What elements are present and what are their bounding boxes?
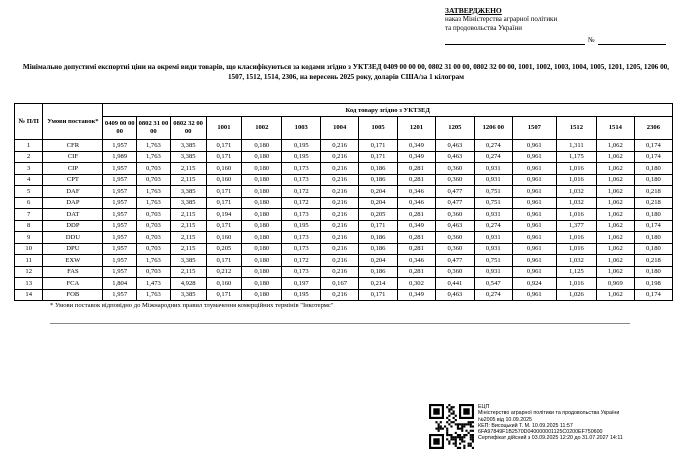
delivery-term: FCA bbox=[43, 278, 103, 290]
date-blank bbox=[445, 36, 585, 45]
price-cell: 0,180 bbox=[634, 174, 672, 186]
price-cell: 0,180 bbox=[242, 140, 282, 152]
price-cell: 3,385 bbox=[170, 197, 206, 209]
row-number: 4 bbox=[15, 174, 43, 186]
price-cell: 0,463 bbox=[435, 140, 474, 152]
delivery-term: CIF bbox=[43, 151, 103, 163]
price-cell: 0,180 bbox=[242, 278, 282, 290]
price-cell: 1,763 bbox=[137, 197, 171, 209]
price-cell: 0,274 bbox=[474, 140, 512, 152]
table-row bbox=[15, 186, 673, 198]
price-cell: 0,171 bbox=[206, 220, 242, 232]
price-cell: 0,171 bbox=[359, 140, 398, 152]
price-cell: 0,173 bbox=[282, 266, 321, 278]
price-cell: 0,218 bbox=[634, 186, 672, 198]
table-row bbox=[15, 289, 673, 301]
row-number: 14 bbox=[15, 289, 43, 301]
price-cell: 1,957 bbox=[103, 255, 137, 267]
row-number: 1 bbox=[15, 140, 43, 152]
price-cell: 0,281 bbox=[398, 266, 436, 278]
header-code: 1001 bbox=[206, 117, 242, 140]
signature-details bbox=[478, 404, 623, 449]
price-cell: 0,961 bbox=[512, 140, 556, 152]
price-cell: 0,195 bbox=[282, 140, 321, 152]
price-cell: 0,349 bbox=[398, 289, 436, 301]
price-cell: 0,703 bbox=[137, 174, 171, 186]
price-table bbox=[14, 103, 673, 301]
approval-line-2: та продовольства України bbox=[445, 24, 522, 32]
number-sign: № bbox=[588, 36, 595, 44]
price-cell: 0,173 bbox=[282, 209, 321, 221]
price-cell: 0,204 bbox=[359, 197, 398, 209]
price-cell: 0,171 bbox=[206, 151, 242, 163]
price-cell: 0,961 bbox=[512, 243, 556, 255]
qr-code-icon bbox=[429, 404, 474, 449]
price-cell: 0,180 bbox=[242, 151, 282, 163]
header-code: 1003 bbox=[282, 117, 321, 140]
price-cell: 0,171 bbox=[206, 197, 242, 209]
price-cell: 0,441 bbox=[435, 278, 474, 290]
footnote: * Умови поставок відповідно до Міжнародних правил тлумачення комерційних термінів "Інкотермс" bbox=[50, 302, 334, 309]
price-cell: 1,311 bbox=[556, 140, 596, 152]
header-code: 1514 bbox=[596, 117, 634, 140]
price-cell: 1,763 bbox=[137, 151, 171, 163]
table-row bbox=[15, 197, 673, 209]
price-cell: 0,703 bbox=[137, 243, 171, 255]
price-cell: 0,218 bbox=[634, 255, 672, 267]
header-delivery-terms: Умови поставок* bbox=[43, 104, 103, 140]
row-number: 8 bbox=[15, 220, 43, 232]
price-cell: 0,477 bbox=[435, 255, 474, 267]
header-code: 1005 bbox=[359, 117, 398, 140]
price-cell: 1,026 bbox=[556, 289, 596, 301]
price-cell: 0,961 bbox=[512, 186, 556, 198]
signature-line: Міністерство аграрної політики та продовольства України bbox=[478, 410, 620, 417]
row-number: 12 bbox=[15, 266, 43, 278]
price-cell: 2,115 bbox=[170, 163, 206, 175]
price-cell: 0,180 bbox=[242, 186, 282, 198]
price-cell: 1,062 bbox=[596, 266, 634, 278]
price-cell: 0,171 bbox=[359, 220, 398, 232]
price-cell: 0,172 bbox=[282, 255, 321, 267]
price-cell: 0,174 bbox=[634, 289, 672, 301]
price-cell: 0,346 bbox=[398, 197, 436, 209]
header-code: 0802 32 00 00 bbox=[170, 117, 206, 140]
delivery-term: CIP bbox=[43, 163, 103, 175]
price-cell: 0,216 bbox=[321, 151, 359, 163]
price-cell: 0,180 bbox=[242, 209, 282, 221]
price-cell: 0,167 bbox=[321, 278, 359, 290]
document-title: Мінімально допустимі експортні ціни на окремі види товарів, що класифікуються за кодами згідно з УКТЗЕД 0409 00 00 00, 0802 31 00 00, 0802 32 00 00, 1001, 1002, 1003, 1004, 1005, 1201, 1205, 1206 00, 1507, 1512, 1514, 2306, на вересень 2025 року, доларів США/за 1 кілограм bbox=[22, 63, 670, 81]
price-cell: 0,463 bbox=[435, 289, 474, 301]
price-cell: 1,377 bbox=[556, 220, 596, 232]
price-cell: 0,172 bbox=[282, 186, 321, 198]
price-cell: 1,763 bbox=[137, 255, 171, 267]
price-cell: 0,180 bbox=[242, 289, 282, 301]
price-cell: 0,751 bbox=[474, 186, 512, 198]
price-cell: 0,281 bbox=[398, 174, 436, 186]
signature-line: 6FA97849F1B2570D040000001125C0200EF750600 bbox=[478, 429, 603, 436]
price-cell: 0,216 bbox=[321, 255, 359, 267]
header-code: 0409 00 00 00 bbox=[103, 117, 137, 140]
price-cell: 0,195 bbox=[282, 289, 321, 301]
row-number: 2 bbox=[15, 151, 43, 163]
header-code: 1201 bbox=[398, 117, 436, 140]
price-cell: 0,195 bbox=[282, 220, 321, 232]
price-cell: 1,062 bbox=[596, 220, 634, 232]
price-cell: 0,281 bbox=[398, 163, 436, 175]
price-cell: 0,274 bbox=[474, 151, 512, 163]
price-cell: 1,175 bbox=[556, 151, 596, 163]
price-cell: 1,016 bbox=[556, 278, 596, 290]
price-cell: 0,349 bbox=[398, 220, 436, 232]
price-cell: 0,281 bbox=[398, 232, 436, 244]
code-header-row bbox=[15, 117, 673, 140]
delivery-term: DPU bbox=[43, 243, 103, 255]
price-cell: 0,194 bbox=[206, 209, 242, 221]
signature-line: КЕП: Висоцький Т. М. 10.09.2025 11:57 bbox=[478, 422, 573, 429]
row-number: 3 bbox=[15, 163, 43, 175]
price-cell: 0,171 bbox=[206, 140, 242, 152]
price-cell: 1,062 bbox=[596, 140, 634, 152]
price-cell: 4,928 bbox=[170, 278, 206, 290]
price-cell: 0,360 bbox=[435, 243, 474, 255]
price-cell: 1,473 bbox=[137, 278, 171, 290]
price-cell: 0,180 bbox=[242, 197, 282, 209]
price-cell: 1,062 bbox=[596, 255, 634, 267]
table-row bbox=[15, 209, 673, 221]
delivery-term: DAP bbox=[43, 197, 103, 209]
price-cell: 1,763 bbox=[137, 289, 171, 301]
price-cell: 0,180 bbox=[242, 220, 282, 232]
price-cell: 0,186 bbox=[359, 243, 398, 255]
header-code: 1512 bbox=[556, 117, 596, 140]
price-cell: 1,957 bbox=[103, 174, 137, 186]
row-number: 6 bbox=[15, 197, 43, 209]
price-cell: 1,016 bbox=[556, 163, 596, 175]
table-row bbox=[15, 140, 673, 152]
price-cell: 0,216 bbox=[321, 174, 359, 186]
delivery-term: DDU bbox=[43, 232, 103, 244]
price-cell: 0,174 bbox=[634, 151, 672, 163]
price-cell: 0,931 bbox=[474, 174, 512, 186]
price-cell: 1,804 bbox=[103, 278, 137, 290]
price-cell: 0,160 bbox=[206, 278, 242, 290]
price-cell: 0,171 bbox=[206, 289, 242, 301]
row-number: 5 bbox=[15, 186, 43, 198]
price-cell: 0,205 bbox=[206, 243, 242, 255]
table-row bbox=[15, 232, 673, 244]
price-cell: 0,463 bbox=[435, 220, 474, 232]
price-cell: 0,180 bbox=[634, 209, 672, 221]
price-cell: 1,062 bbox=[596, 232, 634, 244]
price-cell: 0,173 bbox=[282, 232, 321, 244]
header-code: 1206 00 bbox=[474, 117, 512, 140]
header-number: № П/П bbox=[15, 104, 43, 140]
header-code: 2306 bbox=[634, 117, 672, 140]
price-cell: 1,032 bbox=[556, 186, 596, 198]
row-number: 11 bbox=[15, 255, 43, 267]
price-cell: 0,171 bbox=[206, 186, 242, 198]
price-cell: 0,961 bbox=[512, 197, 556, 209]
footnote-divider bbox=[50, 323, 630, 324]
price-cell: 1,062 bbox=[596, 209, 634, 221]
price-cell: 1,957 bbox=[103, 289, 137, 301]
price-cell: 0,205 bbox=[359, 209, 398, 221]
price-cell: 3,385 bbox=[170, 151, 206, 163]
row-number: 9 bbox=[15, 232, 43, 244]
price-cell: 0,281 bbox=[398, 209, 436, 221]
row-number: 13 bbox=[15, 278, 43, 290]
price-cell: 1,062 bbox=[596, 289, 634, 301]
price-cell: 0,216 bbox=[321, 232, 359, 244]
price-cell: 1,062 bbox=[596, 243, 634, 255]
price-cell: 0,360 bbox=[435, 209, 474, 221]
price-cell: 0,216 bbox=[321, 243, 359, 255]
price-cell: 1,957 bbox=[103, 232, 137, 244]
delivery-term: DDP bbox=[43, 220, 103, 232]
price-cell: 0,180 bbox=[242, 243, 282, 255]
price-cell: 0,274 bbox=[474, 289, 512, 301]
delivery-term: DAT bbox=[43, 209, 103, 221]
price-cell: 0,180 bbox=[634, 163, 672, 175]
header-code: 1205 bbox=[435, 117, 474, 140]
price-cell: 0,360 bbox=[435, 232, 474, 244]
price-cell: 0,214 bbox=[359, 278, 398, 290]
price-cell: 0,703 bbox=[137, 209, 171, 221]
price-cell: 0,477 bbox=[435, 186, 474, 198]
price-cell: 0,360 bbox=[435, 174, 474, 186]
price-cell: 0,186 bbox=[359, 163, 398, 175]
price-cell: 0,931 bbox=[474, 209, 512, 221]
price-cell: 1,016 bbox=[556, 209, 596, 221]
price-cell: 0,931 bbox=[474, 243, 512, 255]
price-cell: 0,216 bbox=[321, 266, 359, 278]
price-cell: 2,115 bbox=[170, 266, 206, 278]
price-cell: 0,360 bbox=[435, 163, 474, 175]
price-cell: 0,961 bbox=[512, 220, 556, 232]
price-cell: 1,062 bbox=[596, 163, 634, 175]
signature-line: №2005 від 10.09.2025 bbox=[478, 416, 533, 423]
approval-signature-line bbox=[445, 36, 680, 45]
table-row bbox=[15, 243, 673, 255]
price-cell: 3,385 bbox=[170, 289, 206, 301]
price-cell: 0,174 bbox=[634, 140, 672, 152]
price-cell: 0,360 bbox=[435, 266, 474, 278]
price-cell: 1,125 bbox=[556, 266, 596, 278]
price-cell: 0,180 bbox=[634, 243, 672, 255]
price-cell: 0,172 bbox=[282, 197, 321, 209]
price-cell: 1,763 bbox=[137, 186, 171, 198]
price-cell: 0,703 bbox=[137, 163, 171, 175]
price-cell: 0,302 bbox=[398, 278, 436, 290]
price-cell: 1,957 bbox=[103, 220, 137, 232]
electronic-signature-stamp bbox=[429, 404, 623, 449]
price-cell: 1,062 bbox=[596, 186, 634, 198]
row-number: 10 bbox=[15, 243, 43, 255]
price-cell: 0,216 bbox=[321, 140, 359, 152]
price-cell: 0,961 bbox=[512, 232, 556, 244]
price-cell: 0,216 bbox=[321, 163, 359, 175]
signature-line: Сертифікат дійсний з 03.09.2025 12:20 до 31.07.2027 14:11 bbox=[478, 435, 623, 442]
price-cell: 0,160 bbox=[206, 163, 242, 175]
price-cell: 2,115 bbox=[170, 209, 206, 221]
price-cell: 1,957 bbox=[103, 209, 137, 221]
price-cell: 1,957 bbox=[103, 186, 137, 198]
price-cell: 0,346 bbox=[398, 186, 436, 198]
price-cell: 0,216 bbox=[321, 220, 359, 232]
price-cell: 0,218 bbox=[634, 197, 672, 209]
price-cell: 0,751 bbox=[474, 255, 512, 267]
price-cell: 0,931 bbox=[474, 266, 512, 278]
header-code: 0802 31 00 00 bbox=[137, 117, 171, 140]
price-cell: 0,195 bbox=[282, 151, 321, 163]
price-cell: 0,281 bbox=[398, 243, 436, 255]
price-cell: 0,174 bbox=[634, 220, 672, 232]
price-cell: 1,957 bbox=[103, 140, 137, 152]
price-cell: 0,961 bbox=[512, 266, 556, 278]
price-cell: 0,477 bbox=[435, 197, 474, 209]
delivery-term: FOB bbox=[43, 289, 103, 301]
header-code-group: Код товару згідно з УКТЗЕД bbox=[103, 104, 673, 117]
price-cell: 1,957 bbox=[103, 163, 137, 175]
price-cell: 0,703 bbox=[137, 232, 171, 244]
price-cell: 0,703 bbox=[137, 220, 171, 232]
price-cell: 0,186 bbox=[359, 266, 398, 278]
price-cell: 0,216 bbox=[321, 197, 359, 209]
number-blank bbox=[598, 36, 666, 45]
table-body bbox=[15, 140, 673, 301]
price-cell: 2,115 bbox=[170, 243, 206, 255]
price-cell: 0,204 bbox=[359, 255, 398, 267]
price-cell: 0,173 bbox=[282, 243, 321, 255]
price-cell: 0,180 bbox=[242, 255, 282, 267]
delivery-term: EXW bbox=[43, 255, 103, 267]
signature-badge: ЕЦП bbox=[478, 404, 490, 410]
price-cell: 0,751 bbox=[474, 197, 512, 209]
price-cell: 0,274 bbox=[474, 220, 512, 232]
price-cell: 0,931 bbox=[474, 163, 512, 175]
table-row bbox=[15, 174, 673, 186]
price-cell: 0,961 bbox=[512, 209, 556, 221]
delivery-term: CFR bbox=[43, 140, 103, 152]
price-cell: 3,385 bbox=[170, 255, 206, 267]
price-cell: 0,349 bbox=[398, 140, 436, 152]
price-cell: 0,197 bbox=[282, 278, 321, 290]
price-cell: 0,961 bbox=[512, 163, 556, 175]
price-cell: 0,216 bbox=[321, 289, 359, 301]
price-cell: 1,016 bbox=[556, 174, 596, 186]
price-cell: 0,186 bbox=[359, 174, 398, 186]
delivery-term: FAS bbox=[43, 266, 103, 278]
price-cell: 0,160 bbox=[206, 174, 242, 186]
price-cell: 1,062 bbox=[596, 174, 634, 186]
price-cell: 0,180 bbox=[634, 232, 672, 244]
price-cell: 0,173 bbox=[282, 174, 321, 186]
price-cell: 1,763 bbox=[137, 140, 171, 152]
price-cell: 0,180 bbox=[242, 266, 282, 278]
price-cell: 0,171 bbox=[206, 255, 242, 267]
table-row bbox=[15, 163, 673, 175]
price-cell: 1,957 bbox=[103, 266, 137, 278]
price-cell: 0,931 bbox=[474, 232, 512, 244]
table-row bbox=[15, 266, 673, 278]
price-cell: 0,204 bbox=[359, 186, 398, 198]
price-cell: 0,186 bbox=[359, 232, 398, 244]
price-cell: 0,547 bbox=[474, 278, 512, 290]
price-cell: 3,385 bbox=[170, 140, 206, 152]
price-cell: 0,961 bbox=[512, 174, 556, 186]
price-cell: 0,969 bbox=[596, 278, 634, 290]
price-cell: 2,115 bbox=[170, 174, 206, 186]
price-cell: 0,180 bbox=[634, 266, 672, 278]
price-cell: 0,346 bbox=[398, 255, 436, 267]
price-cell: 1,062 bbox=[596, 151, 634, 163]
table-row bbox=[15, 151, 673, 163]
header-code: 1507 bbox=[512, 117, 556, 140]
price-cell: 3,385 bbox=[170, 186, 206, 198]
price-cell: 0,463 bbox=[435, 151, 474, 163]
price-cell: 0,198 bbox=[634, 278, 672, 290]
price-cell: 0,171 bbox=[359, 151, 398, 163]
price-cell: 0,212 bbox=[206, 266, 242, 278]
price-cell: 0,961 bbox=[512, 255, 556, 267]
price-cell: 1,016 bbox=[556, 243, 596, 255]
table-row bbox=[15, 220, 673, 232]
price-cell: 0,173 bbox=[282, 163, 321, 175]
header-code: 1002 bbox=[242, 117, 282, 140]
price-cell: 0,171 bbox=[359, 289, 398, 301]
price-cell: 1,957 bbox=[103, 197, 137, 209]
price-cell: 0,961 bbox=[512, 289, 556, 301]
price-cell: 1,957 bbox=[103, 243, 137, 255]
price-cell: 0,160 bbox=[206, 232, 242, 244]
price-cell: 0,180 bbox=[242, 163, 282, 175]
price-cell: 1,032 bbox=[556, 255, 596, 267]
price-cell: 0,349 bbox=[398, 151, 436, 163]
approval-line-1: наказ Міністерства аграрної політики bbox=[445, 15, 558, 23]
price-cell: 0,216 bbox=[321, 209, 359, 221]
price-cell: 0,216 bbox=[321, 186, 359, 198]
price-cell: 0,961 bbox=[512, 151, 556, 163]
price-cell: 1,032 bbox=[556, 197, 596, 209]
table-row bbox=[15, 278, 673, 290]
approval-title: ЗАТВЕРДЖЕНО bbox=[445, 6, 502, 15]
row-number: 7 bbox=[15, 209, 43, 221]
delivery-term: CPT bbox=[43, 174, 103, 186]
delivery-term: DAF bbox=[43, 186, 103, 198]
price-cell: 0,180 bbox=[242, 174, 282, 186]
header-code: 1004 bbox=[321, 117, 359, 140]
price-cell: 1,989 bbox=[103, 151, 137, 163]
table-row bbox=[15, 255, 673, 267]
price-cell: 0,703 bbox=[137, 266, 171, 278]
approval-block bbox=[445, 6, 680, 45]
price-cell: 1,062 bbox=[596, 197, 634, 209]
price-cell: 0,180 bbox=[242, 232, 282, 244]
price-cell: 2,115 bbox=[170, 232, 206, 244]
price-cell: 2,115 bbox=[170, 220, 206, 232]
price-cell: 1,016 bbox=[556, 232, 596, 244]
price-cell: 0,924 bbox=[512, 278, 556, 290]
